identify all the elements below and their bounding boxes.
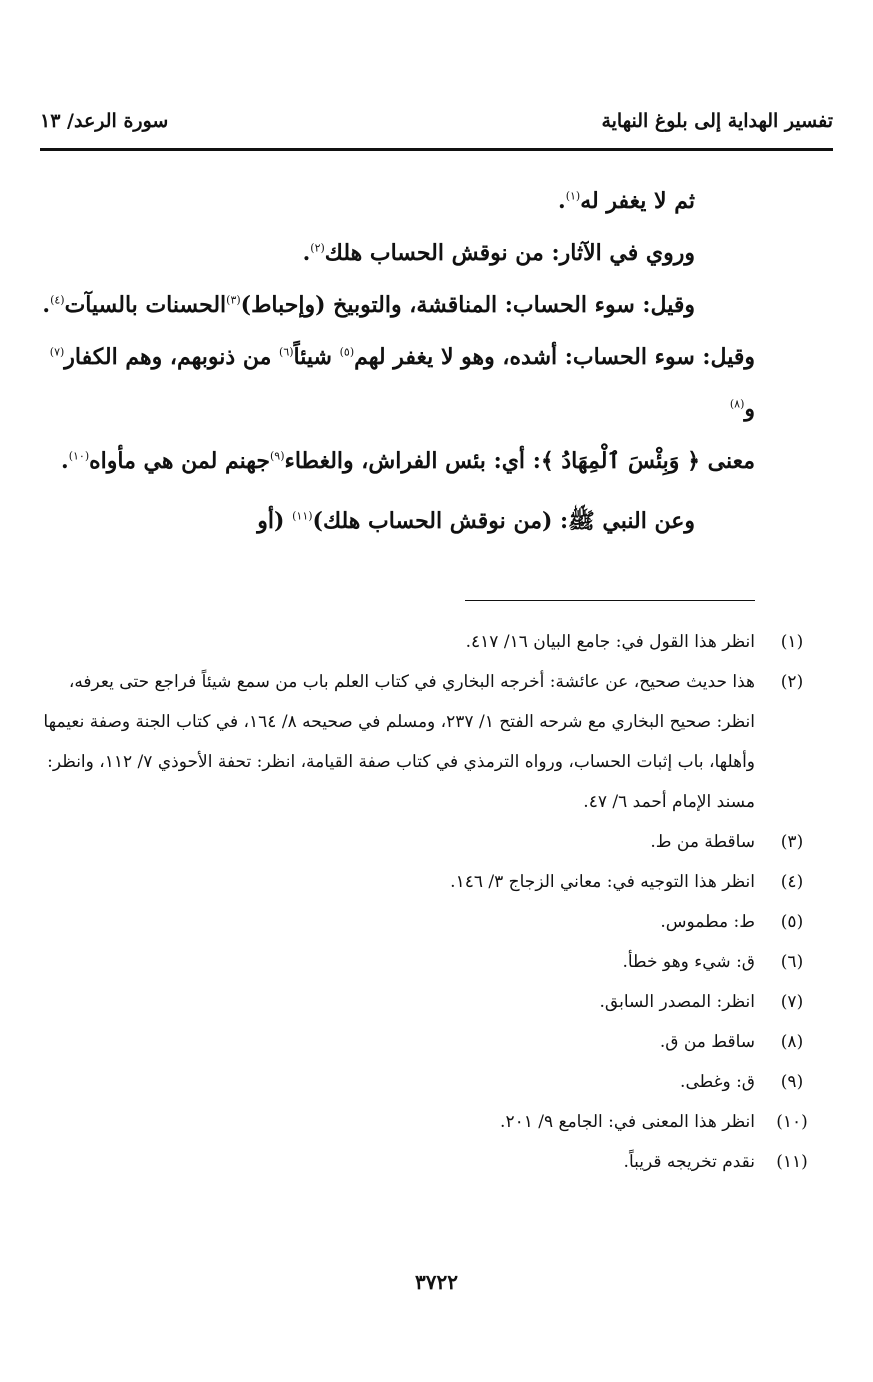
footnote-text: انظر هذا المعنى في: الجامع ٩/ ٢٠١. xyxy=(500,1112,755,1132)
surah-label: سورة الرعد/ ١٣ xyxy=(40,110,169,132)
footnote-item xyxy=(38,1062,804,1102)
paragraph-end: . xyxy=(558,188,566,214)
paragraph-text: وروي في الآثار: من نوقش الحساب هلك xyxy=(324,240,695,266)
footnote-text: انظر هذا القول في: جامع البيان ١٦/ ٤١٧. xyxy=(465,632,755,652)
footnote-text: نقدم تخريجه قريباً. xyxy=(623,1152,755,1172)
footnote-ref: (١١) xyxy=(292,509,313,523)
footnote-ref: (٢) xyxy=(310,241,325,255)
paragraph-end: . xyxy=(302,240,311,266)
footnote-number: (٨) xyxy=(780,1032,804,1052)
paragraph-text: من ذنوبهم، وهم الكفار xyxy=(64,344,280,370)
footnote-number: (٢) xyxy=(780,672,804,692)
footnote-ref: (٦) xyxy=(279,345,294,359)
paragraph-3 xyxy=(38,279,755,331)
footnote-text: انظر هذا التوجيه في: معاني الزجاج ٣/ ١٤٦. xyxy=(450,872,755,892)
footnote-number: (٩) xyxy=(780,1072,804,1092)
footnote-ref: (١٠) xyxy=(68,449,90,463)
footnote-text: ط: مطموس. xyxy=(660,912,755,932)
footnote-number: (٦) xyxy=(780,952,804,972)
footnote-ref: (٩) xyxy=(269,449,285,463)
book-title: تفسير الهداية إلى بلوغ النهاية xyxy=(601,110,833,132)
paragraph-4 xyxy=(38,331,755,435)
footnote-number: (٤) xyxy=(780,872,804,892)
paragraph-text: وعن النبي ﷺ: (من نوقش الحساب هلك) xyxy=(312,508,695,534)
footnotes xyxy=(38,622,808,1182)
paragraph-text: معنى ﴿ وَبِئْسَ ٱلْمِهَادُ ﴾: أي: بئس الفراش، والغطاء xyxy=(284,448,755,474)
paragraph-6 xyxy=(38,495,755,547)
paragraph-1 xyxy=(38,175,755,227)
footnote-ref: (١) xyxy=(565,189,581,203)
paragraph-text: و xyxy=(744,396,755,422)
paragraph-2 xyxy=(38,227,755,279)
paragraph-text: ثم لا يغفر له xyxy=(580,188,695,214)
footnote-text: ساقط من ق. xyxy=(659,1032,755,1052)
footnote-item xyxy=(38,1142,808,1182)
paragraph-end: (أو xyxy=(257,508,293,534)
footnote-item xyxy=(38,902,804,942)
footnote-number: (٣) xyxy=(780,832,804,852)
footnote-item xyxy=(38,822,804,862)
running-header xyxy=(40,110,833,150)
footnote-item xyxy=(38,862,804,902)
footnote-number: (٥) xyxy=(780,912,804,932)
footnote-ref: (٧) xyxy=(49,345,65,359)
paragraph-text: الحسنات بالسيآت xyxy=(64,292,227,318)
page-number: ٣٧٢٢ xyxy=(415,1270,458,1294)
paragraph-text: شيئاً xyxy=(293,344,340,370)
paragraph-text: جهنم لمن هي مأواه xyxy=(89,448,270,474)
footnote-text: ق: وغطى. xyxy=(680,1072,755,1092)
paragraph-end: . xyxy=(42,292,51,318)
footnote-ref: (٣) xyxy=(226,293,241,307)
footnote-text: ساقطة من ط. xyxy=(650,832,755,852)
footnote-text: انظر: المصدر السابق. xyxy=(599,992,755,1012)
footnote-ref: (٥) xyxy=(339,345,355,359)
footnote-text: ق: شيء وهو خطأ. xyxy=(622,952,755,972)
footnote-item xyxy=(38,1022,804,1062)
footnote-text: هذا حديث صحيح، عن عائشة: أخرجه البخاري في كتاب العلم باب من سمع شيئاً فراجع حتى يعرفه، انظر: صحيح البخاري مع شرحه الفتح ١/ ٢٣٧، ومسلم في صحيحه ٨/ ١٦٤، في كتاب الجنة وصفة نعيمها وأهلها، باب إثبات الحساب، ورواه الترمذي في كتاب صفة القيامة، انظر: تحفة الأحوذي ٧/ ١١٢، وانظر: مسند الإمام أحمد ٦/ ٤٧. xyxy=(43,672,755,812)
footnote-item xyxy=(38,622,804,662)
paragraph-text: وقيل: سوء الحساب: أشده، وهو لا يغفر لهم xyxy=(354,344,755,370)
footnote-number: (٧) xyxy=(780,992,804,1012)
footnote-number: (١١) xyxy=(776,1152,808,1172)
footnote-item xyxy=(38,982,804,1022)
footnote-item xyxy=(38,1102,808,1142)
footnote-ref: (٤) xyxy=(50,293,65,307)
paragraph-text: وقيل: سوء الحساب: المناقشة، والتوبيخ (وإحباط) xyxy=(240,292,695,318)
paragraph-5 xyxy=(38,435,755,487)
footnote-item xyxy=(38,662,804,822)
footnote-number: (١) xyxy=(780,632,804,652)
footnote-ref: (٨) xyxy=(729,397,745,411)
footnote-item xyxy=(38,942,804,982)
footnote-number: (١٠) xyxy=(776,1112,808,1132)
header-divider xyxy=(40,148,833,151)
main-text xyxy=(38,175,755,547)
footnote-divider xyxy=(465,600,755,601)
paragraph-end: . xyxy=(61,448,69,474)
